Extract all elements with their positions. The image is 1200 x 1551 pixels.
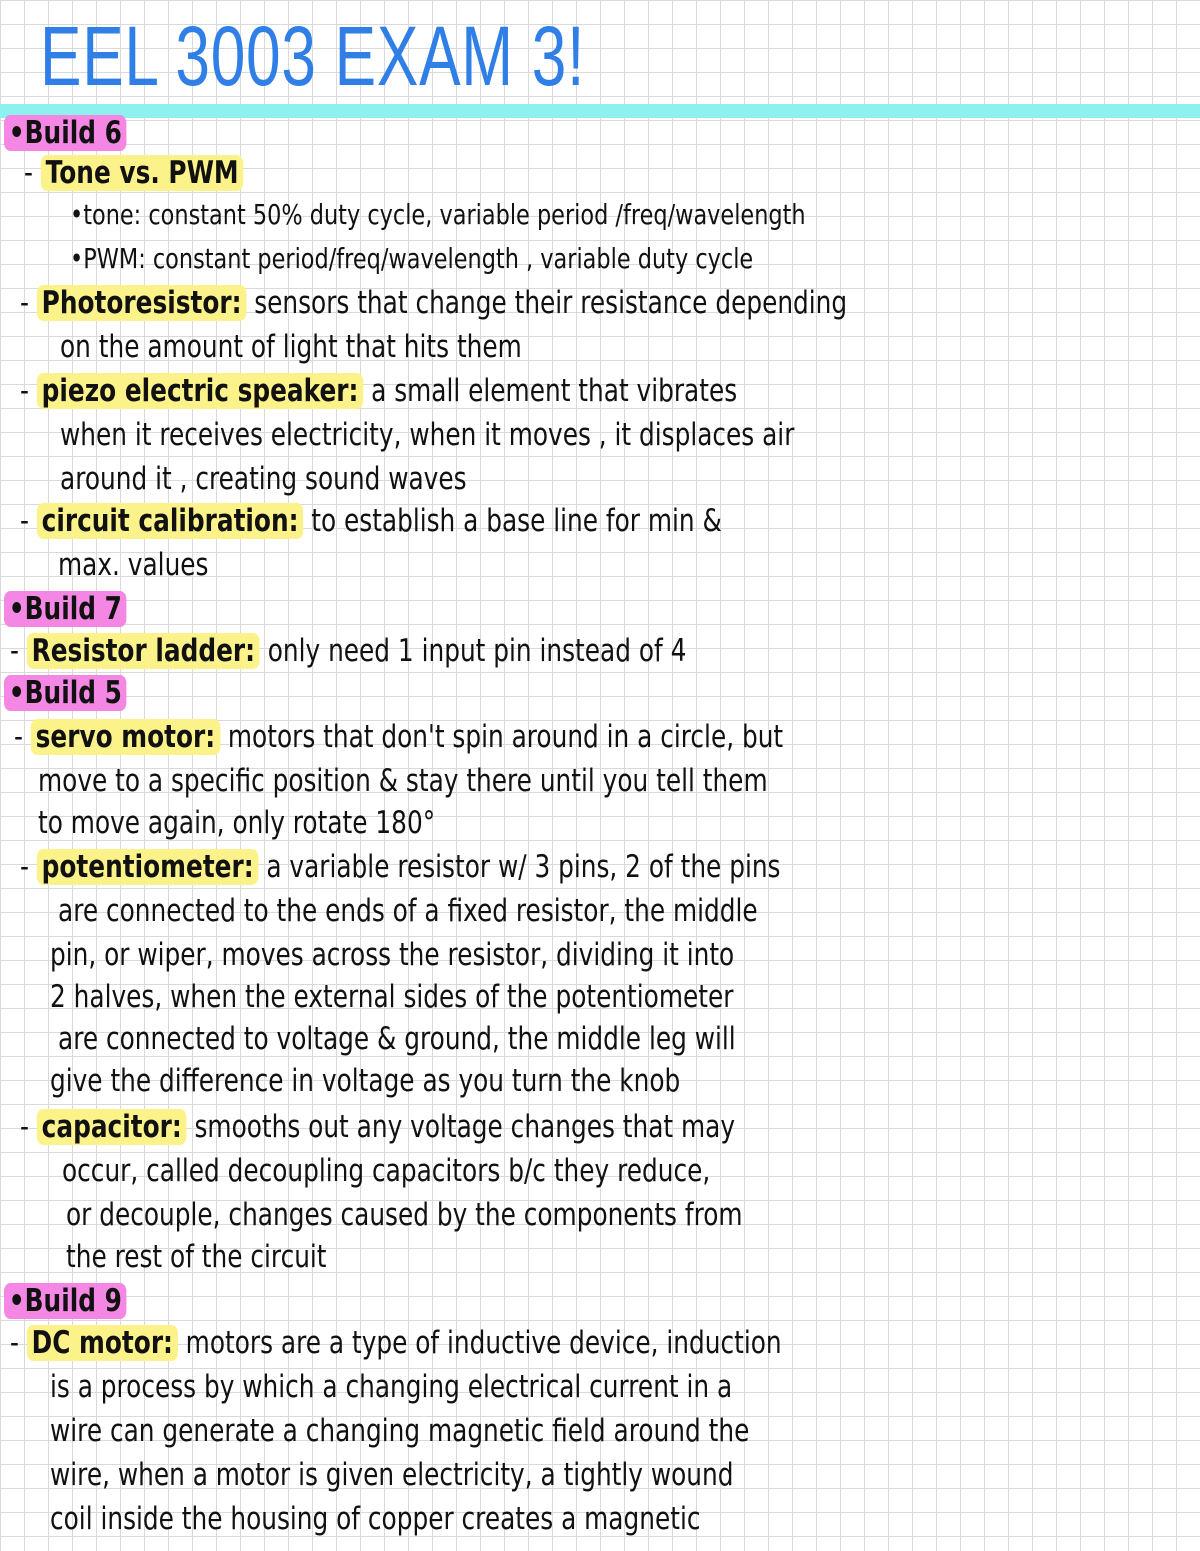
note-line: are connected to the ends of a fixed resistor, the middle [58,893,758,929]
note-line: pin, or wiper, moves across the resistor, dividing it into [50,937,735,973]
note-line: move to a specific position & stay there until you tell them [38,763,768,799]
section-heading-build-7: •Build 7 [4,590,127,628]
section-heading-build-9: •Build 9 [4,1282,127,1320]
note-line: on the amount of light that hits them [60,329,522,365]
note-potentiometer: - potentiometer: a variable resistor w/ 3 pins, 2 of the pins [20,849,781,885]
note-capacitor: - capacitor: smooths out any voltage changes that may [20,1109,736,1145]
section-heading-build-5: •Build 5 [4,674,127,712]
note-line: 2 halves, when the external sides of the potentiometer [50,979,734,1015]
note-circuit-calibration: - circuit calibration: to establish a base line for min & [20,503,722,539]
note-line: give the difference in voltage as you turn the knob [50,1063,681,1099]
note-tone-vs-pwm: - Tone vs. PWM [24,154,243,192]
term-capacitor: capacitor: [37,1109,187,1145]
term-resistor-ladder: Resistor ladder: [27,633,260,669]
note-line: occur, called decoupling capacitors b/c they reduce, [62,1153,711,1189]
note-piezo-speaker: - piezo electric speaker: a small element that vibrates [20,373,738,409]
note-line: to move again, only rotate 180° [38,805,436,841]
note-photoresistor: - Photoresistor: sensors that change their resistance depending [20,285,848,321]
note-resistor-ladder: - Resistor ladder: only need 1 input pin instead of 4 [10,633,687,669]
note-servo-motor: - servo motor: motors that don't spin around in a circle, but [14,719,784,755]
note-line: or decouple, changes caused by the components from [66,1197,743,1233]
term-circuit-calibration: circuit calibration: [37,503,304,539]
note-line: is a process by which a changing electrical current in a [50,1369,733,1405]
title-underline [0,104,1200,118]
note-line: the rest of the circuit [66,1239,327,1275]
term-dc-motor: DC motor: [27,1325,178,1361]
term-servo-motor: servo motor: [31,719,220,755]
note-line: •tone: constant 50% duty cycle, variable period /freq/wavelength [70,198,806,231]
term-photoresistor: Photoresistor: [37,285,246,321]
term-tone-vs-pwm: Tone vs. PWM [41,155,244,191]
page-title: EEL 3003 EXAM 3! [40,9,586,103]
note-line: around it , creating sound waves [60,461,467,497]
note-line: are connected to voltage & ground, the middle leg will [58,1021,736,1057]
note-dc-motor: - DC motor: motors are a type of inductive device, induction [10,1325,782,1361]
note-line: •PWM: constant period/freq/wavelength , variable duty cycle [70,242,754,275]
note-line: when it receives electricity, when it moves , it displaces air [60,417,795,453]
note-line: wire can generate a changing magnetic field around the [50,1413,750,1449]
note-line: coil inside the housing of copper creates a magnetic [50,1501,701,1537]
note-line: max. values [58,547,209,583]
note-line: wire, when a motor is given electricity, a tightly wound [50,1457,734,1493]
term-potentiometer: potentiometer: [37,849,259,885]
term-piezo-speaker: piezo electric speaker: [37,373,363,409]
section-heading-build-6: •Build 6 [4,114,127,152]
